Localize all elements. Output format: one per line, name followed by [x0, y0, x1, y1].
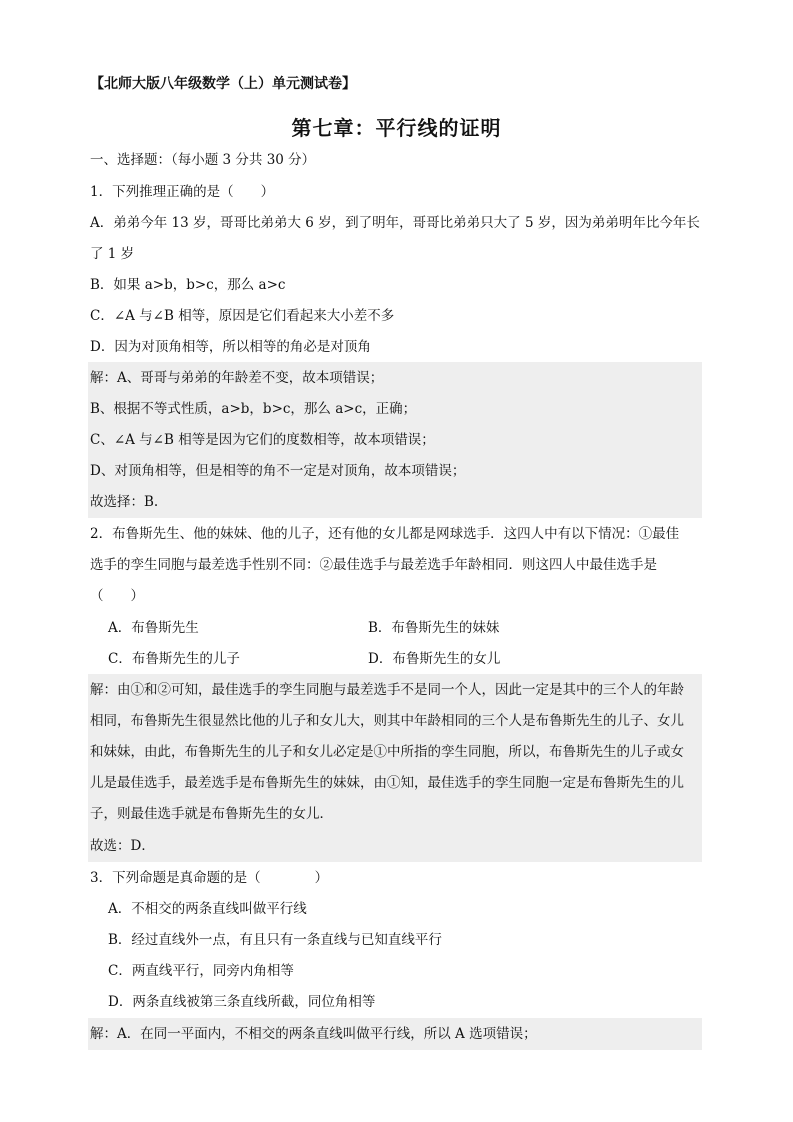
q2-option-c: C．布鲁斯先生的儿子: [108, 651, 240, 667]
section-heading: 一、选择题：（每小题 3 分共 30 分）: [90, 152, 316, 168]
q2-option-b: B．布鲁斯先生的妹妹: [368, 620, 500, 636]
document-header: 【北师大版八年级数学（上）单元测试卷】: [90, 76, 356, 92]
q2-solution-box: [88, 674, 702, 862]
q2-answer: 故选：D．: [90, 838, 155, 854]
q1-solution-line: C、∠A 与∠B 相等是因为它们的度数相等，故本项错误；: [90, 432, 435, 448]
q2-solution-line: 解：由①和②可知，最佳选手的孪生同胞与最差选手不是同一个人，因此一定是其中的三个人的年龄: [90, 682, 684, 698]
q2-solution-line: 儿是最佳选手，最差选手是布鲁斯先生的妹妹，由①知，最佳选手的孪生同胞一定是布鲁斯先生的儿: [90, 775, 684, 791]
q1-option-a-line1: A．弟弟今年 13 岁，哥哥比弟弟大 6 岁，到了明年，哥哥比弟弟只大了 5 岁，因为弟弟明年比今年长: [90, 215, 700, 231]
q3-option-d: D．两条直线被第三条直线所截，同位角相等: [108, 994, 376, 1010]
q2-option-d: D．布鲁斯先生的女儿: [368, 651, 501, 667]
q3-solution-line: 解：A．在同一平面内，不相交的两条直线叫做平行线，所以 A 选项错误；: [90, 1026, 537, 1042]
q1-stem: 1．下列推理正确的是（ ）: [90, 184, 275, 200]
q1-option-a-line2: 了 1 岁: [90, 246, 135, 262]
q1-answer: 故选择：B.: [90, 494, 159, 510]
q2-solution-line: 子，则最佳选手就是布鲁斯先生的女儿．: [90, 806, 333, 822]
q2-stem-line1: 2．布鲁斯先生、他的妹妹、他的儿子，还有他的女儿都是网球选手．这四人中有以下情况：①最佳: [90, 526, 680, 542]
q2-stem-line2: 选手的孪生同胞与最差选手性别不同：②最佳选手与最差选手年龄相同．则这四人中最佳选手是: [90, 557, 657, 573]
q1-option-c: C．∠A 与∠B 相等，原因是它们看起来大小差不多: [90, 308, 395, 324]
q1-solution-line: D、对顶角相等，但是相等的角不一定是对顶角，故本项错误；: [90, 463, 466, 479]
q2-option-a: A．布鲁斯先生: [108, 620, 199, 636]
q2-solution-line: 和妹妹，由此，布鲁斯先生的儿子和女儿必定是①中所指的孪生同胞，所以，布鲁斯先生的儿子或女: [90, 744, 684, 760]
q2-stem-line3: （ ）: [90, 588, 144, 604]
q2-solution-line: 相同，布鲁斯先生很显然比他的儿子和女儿大，则其中年龄相同的三个人是布鲁斯先生的儿子、女儿: [90, 713, 684, 729]
q1-option-d: D．因为对顶角相等，所以相等的角必是对顶角: [90, 339, 371, 355]
q3-option-b: B．经过直线外一点，有且只有一条直线与已知直线平行: [108, 932, 442, 948]
page-title: 第七章：平行线的证明: [291, 116, 502, 140]
q3-stem: 3．下列命题是真命题的是（ ）: [90, 870, 329, 886]
q3-option-a: A．不相交的两条直线叫做平行线: [108, 901, 307, 917]
q1-solution-line: 解：A、哥哥与弟弟的年龄差不变，故本项错误；: [90, 370, 384, 386]
q1-option-b: B．如果 a>b，b>c，那么 a>c: [90, 277, 286, 293]
q3-option-c: C．两直线平行，同旁内角相等: [108, 963, 294, 979]
q1-solution-line: B、根据不等式性质，a>b，b>c，那么 a>c，正确；: [90, 401, 417, 417]
